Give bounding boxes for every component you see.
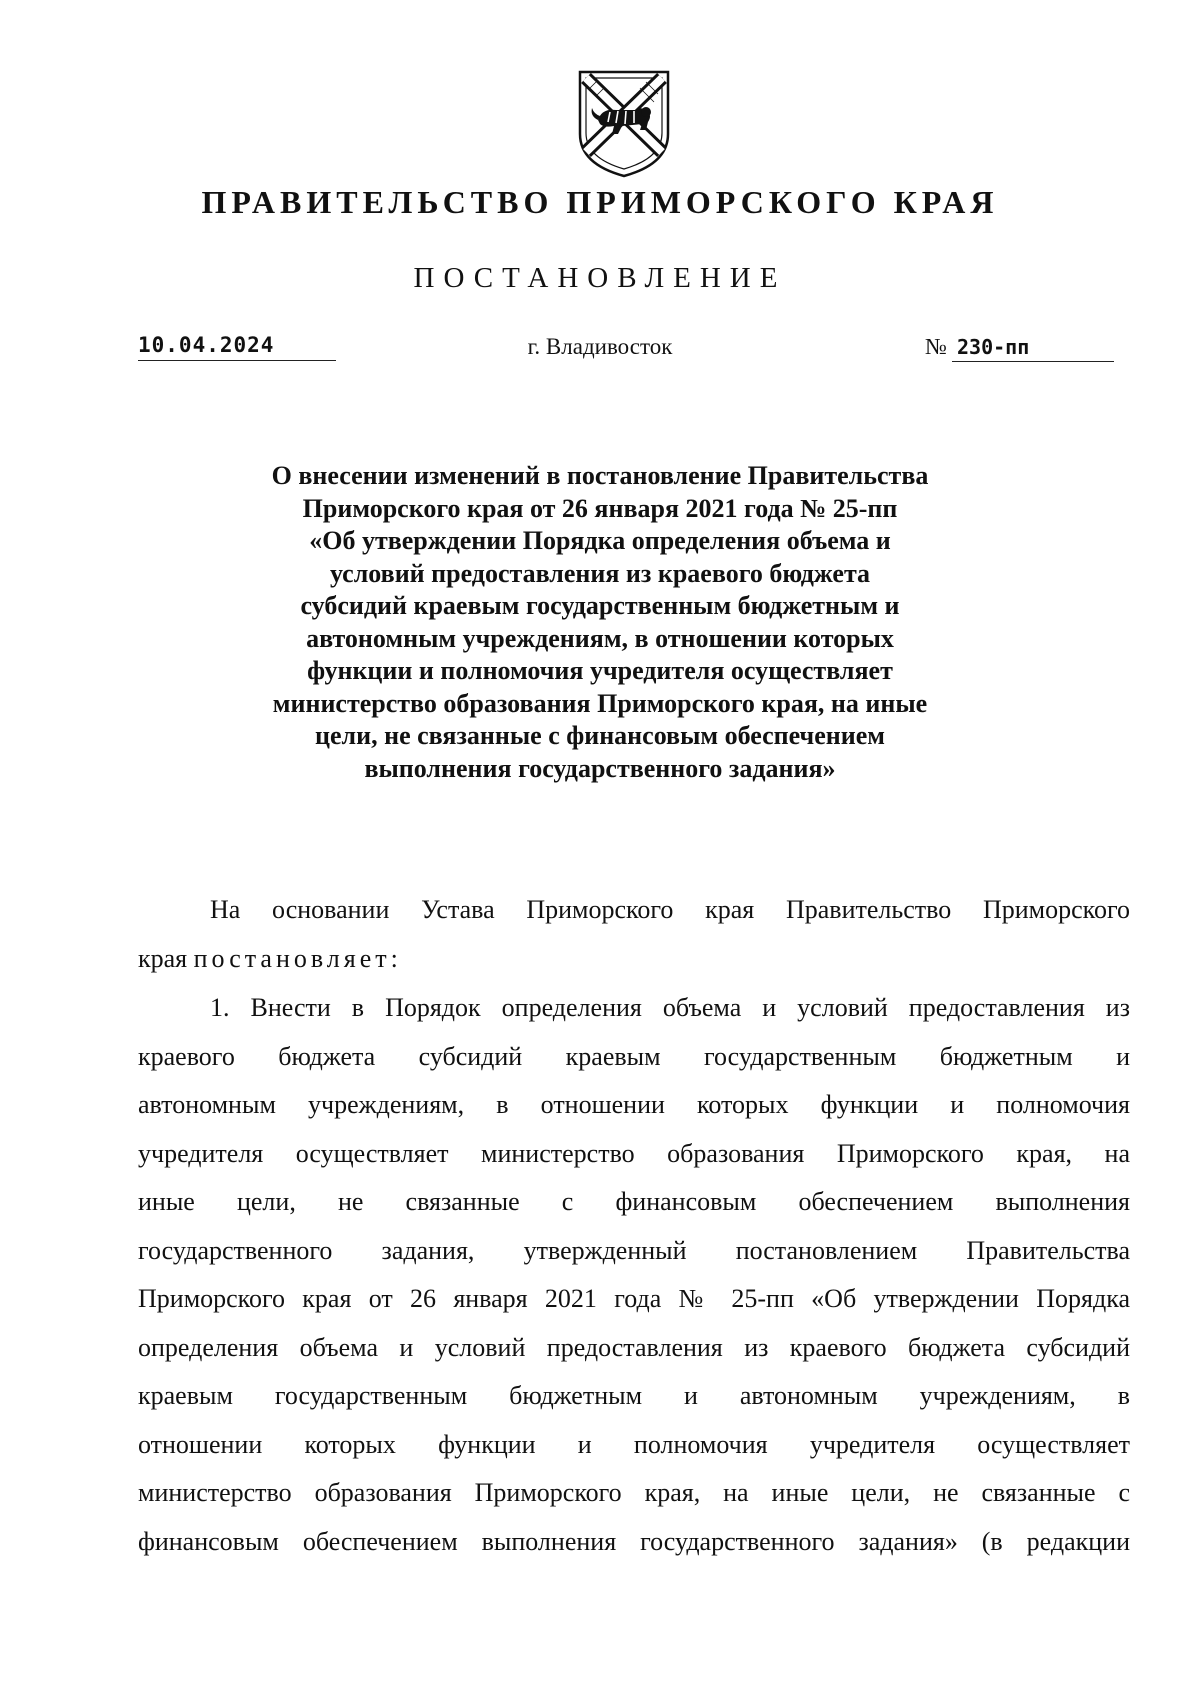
number-sign: № — [925, 334, 947, 359]
paragraph-line: отношении которых функции и полномочия учредителя осуществляет — [138, 1429, 1130, 1459]
heading-line: министерство образования Приморского края, на иные — [272, 688, 928, 718]
heading-line: автономным учреждениям, в отношении которых — [306, 623, 894, 653]
heading-line: «Об утверждении Порядка определения объема и — [309, 526, 891, 555]
document-number: 230-пп — [957, 335, 1030, 359]
paragraph-line: министерство образования Приморского края, на иные цели, не связанные с — [138, 1478, 1130, 1507]
document-type: ПОСТАНОВЛЕНИЕ — [413, 262, 787, 294]
preamble-line — [138, 935, 1130, 984]
heading-line: условий предоставления из краевого бюджета — [329, 558, 871, 588]
heading-line: О внесении изменений в постановление Правительства — [271, 461, 929, 490]
number-underline — [952, 361, 1114, 362]
decree-word: постановляет: — [193, 943, 402, 973]
date-underline — [138, 360, 336, 361]
paragraph-line: краевого бюджета субсидий краевым государственным бюджетным и — [138, 1041, 1130, 1071]
heading-line: выполнения государственного задания» — [364, 753, 836, 783]
preamble — [138, 886, 1130, 983]
paragraph-line: государственного задания, утвержденный постановлением Правительства — [138, 1235, 1130, 1265]
document-heading — [240, 460, 960, 785]
paragraph-line: определения объема и условий предоставления из краевого бюджета субсидий — [138, 1332, 1130, 1362]
preamble-line: На основании Устава Приморского края Правительство Приморского — [210, 895, 1130, 924]
paragraph-line: иные цели, не связанные с финансовым обеспечением выполнения — [138, 1187, 1130, 1216]
heading-line: функции и полномочия учредителя осуществляет — [307, 656, 893, 685]
paragraph-line: учредителя осуществляет министерство образования Приморского края, на — [138, 1138, 1130, 1168]
paragraph-line: Приморского края от 26 января 2021 года № 25-пп «Об утверждении Порядка — [138, 1284, 1130, 1313]
paragraph-line: 1. Внести в Порядок определения объема и условий предоставления из — [210, 993, 1130, 1022]
preamble-start: края — [138, 943, 188, 973]
document-date: 10.04.2024 — [138, 333, 275, 357]
heading-line: Приморского края от 26 января 2021 года № 25-пп — [302, 493, 898, 523]
document-city: г. Владивосток — [527, 334, 673, 359]
paragraph-1 — [138, 984, 1130, 1566]
heading-line: цели, не связанные с финансовым обеспечением — [315, 721, 885, 750]
heading-line: субсидий краевым государственным бюджетным и — [300, 591, 900, 620]
paragraph-line: финансовым обеспечением выполнения государственного задания» (в редакции — [138, 1526, 1130, 1556]
government-title: ПРАВИТЕЛЬСТВО ПРИМОРСКОГО КРАЯ — [201, 184, 999, 220]
coat-of-arms-emblem — [576, 68, 672, 180]
paragraph-line: краевым государственным бюджетным и автономным учреждениям, в — [138, 1381, 1130, 1410]
paragraph-line: автономным учреждениям, в отношении которых функции и полномочия — [138, 1090, 1130, 1119]
